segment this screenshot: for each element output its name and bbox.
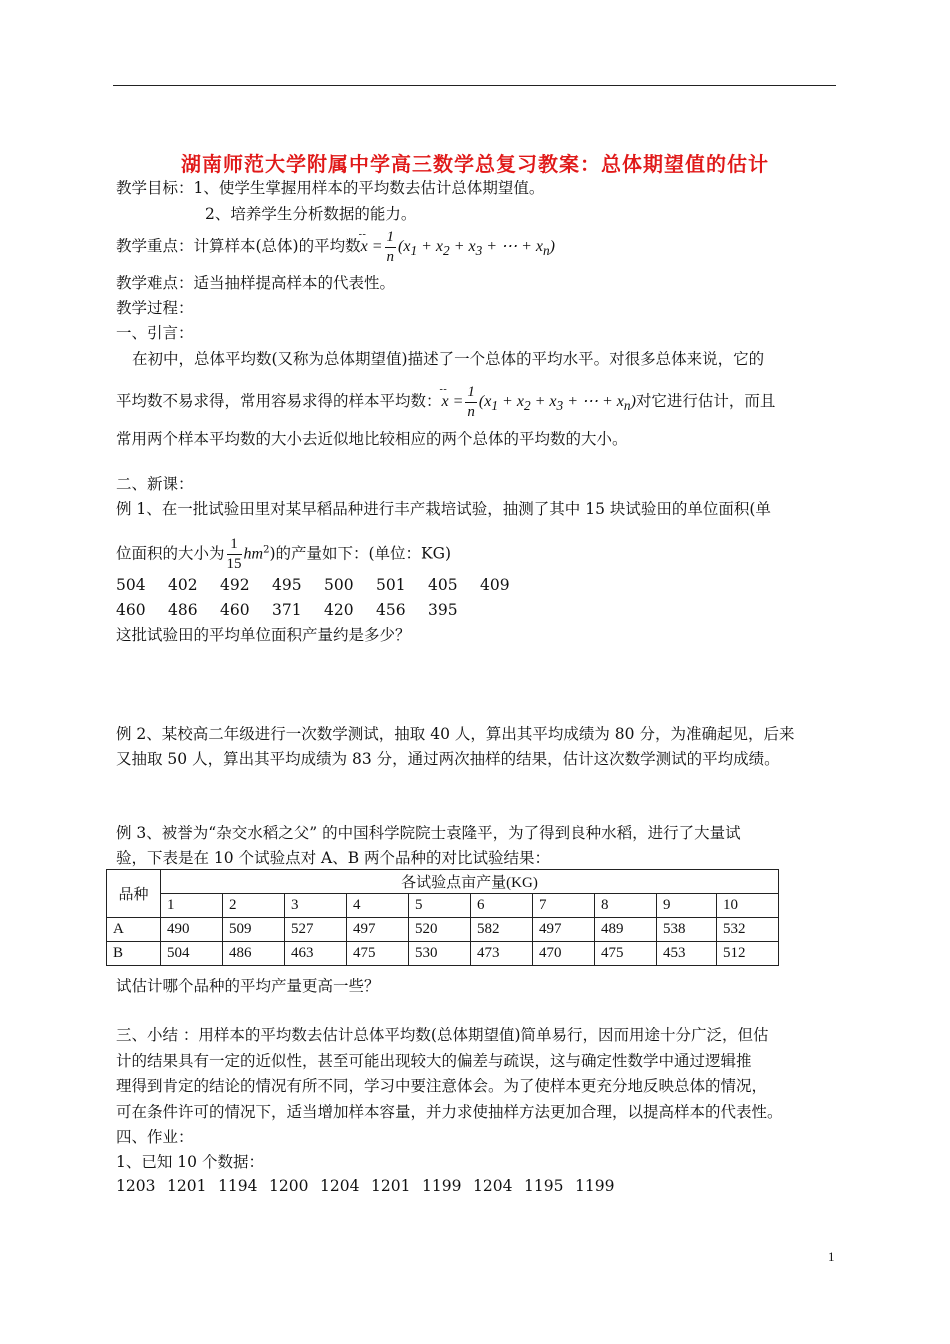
site-cell: 4 (347, 894, 409, 918)
site-number-row (107, 894, 779, 918)
table-row (107, 942, 779, 966)
example-1-line-1: 例 1、在一批试验田里对某早稻品种进行丰产栽培试验，抽测了其中 15 块试验田的单位面积(单 (116, 500, 771, 518)
yield-cell: 509 (223, 918, 285, 942)
homework-data-row: 1203 1201 1194 1200 1204 1201 1199 1204 1195 1199 (116, 1177, 615, 1195)
sample-mean-formula: - - x = $\frac{1}{n}$ ($x_1 + x_2 + x_3$ + ⋯ + $x_n$) (442, 393, 636, 410)
example-2-line-2: 又抽取 50 人，算出其平均成绩为 83 分，通过两次抽样的结果，估计这次数学测试的平均成绩。 (116, 750, 780, 768)
intro-line-2 (116, 383, 775, 422)
site-cell: 6 (471, 894, 533, 918)
example-2-line-1: 例 2、某校高二年级进行一次数学测试，抽取 40 人，算出其平均成绩为 80 分，为准确起见，后来 (116, 725, 795, 743)
yield-cell: 497 (347, 918, 409, 942)
area-unit: hm (243, 545, 264, 563)
section-1-title: 一、引言： (116, 324, 194, 342)
site-cell: 8 (595, 894, 657, 918)
site-cell: 3 (285, 894, 347, 918)
yield-cell: 504 (161, 942, 223, 966)
site-cell: 7 (533, 894, 595, 918)
summary-line-2: 计的结果具有一定的近似性，甚至可能出现较大的偏差与疏误，这与确定性数学中通过逻辑推 (116, 1052, 752, 1070)
yield-header: 各试验点亩产量(KG) (161, 870, 779, 894)
yield-cell: 582 (471, 918, 533, 942)
yield-cell: 475 (347, 942, 409, 966)
intro-line-3: 常用两个样本平均数的大小去近似地比较相应的两个总体的平均数的大小。 (116, 430, 628, 448)
page-number: 1 (828, 1249, 835, 1264)
yield-cell: 530 (409, 942, 471, 966)
yield-cell: 473 (471, 942, 533, 966)
variety-comparison-table (106, 869, 779, 966)
plot-area-fraction: $\frac{1}{15}$ (226, 536, 242, 572)
summary-line-3: 理得到肯定的结论的情况有所不同，学习中要注意体会。为了使样本更充分地反映总体的情况， (116, 1077, 768, 1095)
intro-line-2-start: 平均数不易求得，常用容易求得的样本平均数： (116, 392, 442, 411)
teaching-key-point (116, 228, 555, 267)
example-1-line-2-end: )的产量如下：(单位：KG) (269, 544, 452, 563)
teaching-process: 教学过程： (116, 299, 194, 317)
yield-cell: 486 (223, 942, 285, 966)
summary-line-1: 三、小结 ：用样本的平均数去估计总体平均数(总体期望值)简单易行，因而用途十分广泛，但估 (116, 1026, 769, 1044)
example-1-question: 这批试验田的平均单位面积产量约是多少？ (116, 626, 411, 644)
section-4-title: 四、作业： (116, 1128, 194, 1146)
yield-cell: 489 (595, 918, 657, 942)
example-3-line-1: 例 3、被誉为“杂交水稻之父” 的中国科学院院士袁隆平，为了得到良种水稻，进行了大量试 (116, 824, 741, 842)
yield-cell: 532 (717, 918, 779, 942)
teaching-difficulty: 教学难点：适当抽样提高样本的代表性。 (116, 274, 396, 292)
summary-line-4: 可在条件许可的情况下，适当增加样本容量，并力求使抽样方法更加合理，以提高样本的代表性。 (116, 1103, 783, 1121)
mean-formula: - - x = $\frac{1}{n}$ ($x_1 + x_2 + x_3$ + ⋯ + $x_n$) (361, 238, 555, 255)
teaching-goal-2: 2、培养学生分析数据的能力。 (205, 205, 417, 223)
yield-cell: 453 (657, 942, 717, 966)
example-3-question: 试估计哪个品种的平均产量更高一些？ (116, 977, 380, 995)
example-3-line-2: 验，下表是在 10 个试验点对 A、B 两个品种的对比试验结果： (116, 849, 551, 867)
example-1-line-2: 位面积的大小为 $\frac{1}{15}$ $hm^2$)的产量如下：(单位：KG) (116, 536, 452, 572)
site-cell: 10 (717, 894, 779, 918)
yield-cell: 490 (161, 918, 223, 942)
page-title: 湖南师范大学附属中学高三数学总复习教案：总体期望值的估计 (181, 152, 769, 176)
table-header-row (107, 870, 779, 894)
example-1-data-row-1: 504 402 492 495 500 501 405 409 (116, 576, 510, 594)
yield-cell: 527 (285, 918, 347, 942)
key-point-label: 教学重点：计算样本(总体)的平均数 (116, 237, 361, 256)
intro-line-1: 在初中，总体平均数(又称为总体期望值)描述了一个总体的平均水平。对很多总体来说，它的 (132, 350, 765, 368)
site-cell: 1 (161, 894, 223, 918)
teaching-goal-1: 教学目标：1、使学生掌握用样本的平均数去估计总体期望值。 (116, 179, 545, 197)
table-row (107, 918, 779, 942)
yield-cell: 463 (285, 942, 347, 966)
yield-cell: 512 (717, 942, 779, 966)
homework-1: 1、已知 10 个数据： (116, 1153, 264, 1171)
variety-name: A (107, 918, 161, 942)
site-cell: 9 (657, 894, 717, 918)
site-cell: 5 (409, 894, 471, 918)
yield-cell: 497 (533, 918, 595, 942)
yield-cell: 475 (595, 942, 657, 966)
yield-cell: 520 (409, 918, 471, 942)
yield-cell: 538 (657, 918, 717, 942)
variety-name: B (107, 942, 161, 966)
example-1-data-row-2: 460 486 460 371 420 456 395 (116, 601, 458, 619)
variety-header: 品种 (107, 870, 161, 918)
yield-cell: 470 (533, 942, 595, 966)
example-1-line-2-start: 位面积的大小为 (116, 544, 225, 563)
section-2-title: 二、新课： (116, 475, 194, 493)
site-cell: 2 (223, 894, 285, 918)
intro-line-2-end: 对它进行估计，而且 (635, 392, 776, 411)
header-rule (113, 85, 836, 86)
